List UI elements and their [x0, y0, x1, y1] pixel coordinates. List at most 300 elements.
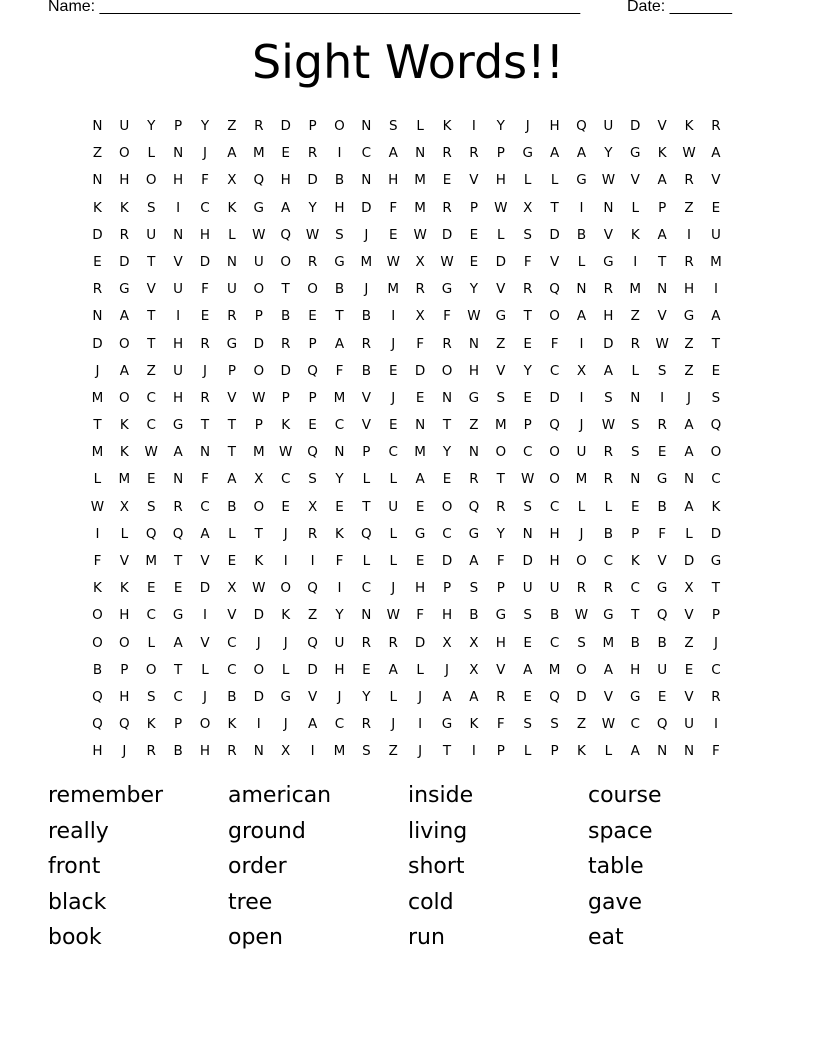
grid-letter[interactable]: R: [576, 580, 587, 597]
grid-letter[interactable]: X: [469, 661, 479, 678]
grid-letter[interactable]: K: [227, 716, 237, 733]
grid-letter[interactable]: J: [95, 362, 100, 379]
grid-letter[interactable]: T: [362, 498, 371, 515]
grid-letter[interactable]: V: [227, 607, 237, 624]
grid-letter[interactable]: G: [441, 281, 453, 298]
grid-letter[interactable]: R: [711, 688, 721, 705]
grid-letter[interactable]: A: [173, 444, 183, 461]
grid-letter[interactable]: P: [174, 716, 183, 733]
grid-letter[interactable]: R: [119, 226, 130, 243]
grid-letter[interactable]: D: [119, 253, 130, 270]
grid-letter[interactable]: O: [92, 634, 103, 651]
grid-letter[interactable]: E: [388, 362, 398, 379]
grid-letter[interactable]: S: [550, 716, 559, 733]
grid-letter[interactable]: D: [414, 634, 426, 651]
grid-letter[interactable]: C: [711, 471, 721, 488]
grid-letter[interactable]: I: [471, 118, 476, 134]
grid-letter[interactable]: Y: [442, 444, 452, 461]
grid-letter[interactable]: G: [468, 525, 480, 542]
grid-letter[interactable]: A: [173, 634, 183, 651]
grid-letter[interactable]: U: [522, 580, 533, 597]
grid-letter[interactable]: O: [576, 553, 587, 569]
grid-letter[interactable]: K: [630, 553, 640, 569]
grid-letter[interactable]: N: [468, 444, 479, 461]
grid-letter[interactable]: O: [92, 607, 103, 624]
grid-letter[interactable]: R: [603, 471, 614, 488]
grid-letter[interactable]: M: [91, 389, 104, 406]
grid-letter[interactable]: J: [418, 743, 423, 760]
grid-letter[interactable]: Q: [145, 525, 157, 542]
grid-letter[interactable]: B: [334, 172, 345, 189]
grid-letter[interactable]: S: [523, 498, 532, 515]
grid-letter[interactable]: I: [176, 199, 181, 216]
grid-letter[interactable]: U: [334, 634, 345, 651]
grid-letter[interactable]: J: [579, 417, 584, 434]
grid-letter[interactable]: I: [283, 553, 288, 569]
grid-letter[interactable]: A: [711, 145, 721, 162]
grid-letter[interactable]: Y: [496, 525, 505, 542]
grid-letter[interactable]: D: [603, 335, 614, 352]
grid-letter[interactable]: J: [579, 525, 584, 542]
grid-letter[interactable]: T: [227, 444, 237, 461]
grid-letter[interactable]: B: [361, 308, 371, 325]
grid-letter[interactable]: J: [391, 335, 396, 352]
grid-letter[interactable]: T: [711, 580, 721, 597]
grid-letter[interactable]: S: [335, 226, 344, 243]
grid-letter[interactable]: I: [579, 389, 584, 406]
grid-letter[interactable]: W: [682, 145, 696, 162]
grid-letter[interactable]: W: [601, 417, 616, 434]
grid-letter[interactable]: E: [469, 253, 479, 270]
grid-letter[interactable]: D: [441, 226, 453, 243]
grid-letter[interactable]: V: [173, 253, 183, 270]
grid-letter[interactable]: D: [495, 253, 506, 270]
grid-letter[interactable]: B: [657, 634, 667, 651]
grid-letter[interactable]: J: [391, 716, 396, 733]
grid-letter[interactable]: I: [176, 308, 181, 325]
grid-letter[interactable]: K: [93, 199, 102, 216]
grid-letter[interactable]: A: [227, 471, 237, 488]
grid-letter[interactable]: N: [603, 199, 614, 216]
grid-letter[interactable]: P: [120, 661, 129, 678]
grid-letter[interactable]: R: [657, 417, 667, 434]
grid-letter[interactable]: K: [630, 226, 640, 243]
grid-letter[interactable]: E: [308, 417, 317, 434]
grid-letter[interactable]: N: [92, 308, 103, 325]
grid-letter[interactable]: J: [391, 389, 396, 406]
grid-letter[interactable]: T: [93, 417, 102, 434]
grid-letter[interactable]: C: [173, 688, 183, 705]
grid-letter[interactable]: H: [334, 661, 345, 678]
grid-letter[interactable]: R: [254, 118, 264, 134]
grid-letter[interactable]: L: [362, 471, 371, 488]
grid-letter[interactable]: Q: [253, 172, 265, 189]
grid-letter[interactable]: W: [386, 253, 400, 270]
grid-letter[interactable]: U: [657, 661, 668, 678]
grid-letter[interactable]: S: [657, 362, 667, 379]
grid-letter[interactable]: T: [335, 308, 344, 325]
grid-letter[interactable]: Y: [496, 118, 505, 134]
grid-letter[interactable]: Q: [656, 716, 668, 733]
grid-letter[interactable]: P: [469, 199, 478, 216]
grid-letter[interactable]: S: [146, 498, 156, 515]
grid-letter[interactable]: X: [227, 172, 237, 189]
grid-letter[interactable]: B: [281, 308, 291, 325]
grid-letter[interactable]: Z: [146, 362, 156, 379]
grid-letter[interactable]: P: [442, 580, 452, 597]
grid-letter[interactable]: T: [147, 335, 156, 352]
grid-letter[interactable]: R: [146, 743, 156, 760]
grid-letter[interactable]: B: [630, 634, 640, 651]
grid-letter[interactable]: J: [525, 118, 530, 134]
grid-letter[interactable]: T: [496, 471, 505, 488]
grid-letter[interactable]: J: [283, 634, 288, 651]
grid-letter[interactable]: D: [307, 661, 318, 678]
grid-letter[interactable]: W: [413, 226, 427, 243]
grid-letter[interactable]: W: [494, 199, 508, 216]
grid-letter[interactable]: L: [631, 199, 640, 216]
grid-letter[interactable]: C: [388, 444, 398, 461]
grid-letter[interactable]: E: [362, 661, 371, 678]
grid-letter[interactable]: L: [389, 525, 397, 542]
grid-letter[interactable]: I: [471, 743, 476, 760]
grid-letter[interactable]: E: [442, 172, 452, 189]
grid-letter[interactable]: C: [630, 580, 640, 597]
grid-letter[interactable]: P: [308, 335, 317, 352]
grid-letter[interactable]: T: [442, 417, 452, 434]
grid-letter[interactable]: R: [307, 145, 318, 162]
grid-letter[interactable]: N: [468, 335, 479, 352]
grid-letter[interactable]: O: [441, 498, 453, 515]
grid-letter[interactable]: R: [684, 172, 694, 189]
grid-letter[interactable]: B: [227, 688, 237, 705]
grid-letter[interactable]: U: [388, 498, 399, 515]
grid-letter[interactable]: O: [145, 172, 157, 189]
grid-letter[interactable]: J: [256, 634, 261, 651]
grid-letter[interactable]: C: [549, 362, 560, 379]
grid-letter[interactable]: E: [415, 498, 425, 515]
grid-letter[interactable]: J: [713, 634, 718, 651]
grid-letter[interactable]: M: [387, 281, 400, 298]
grid-letter[interactable]: N: [683, 471, 695, 488]
grid-letter[interactable]: G: [172, 607, 184, 624]
grid-letter[interactable]: Q: [549, 417, 560, 434]
grid-letter[interactable]: N: [361, 607, 372, 624]
grid-letter[interactable]: J: [687, 389, 692, 406]
grid-letter[interactable]: V: [657, 118, 667, 134]
grid-letter[interactable]: A: [711, 308, 721, 325]
grid-letter[interactable]: S: [711, 389, 721, 406]
grid-letter[interactable]: V: [361, 417, 371, 434]
grid-letter[interactable]: O: [495, 444, 507, 461]
grid-letter[interactable]: R: [469, 145, 479, 162]
grid-letter[interactable]: P: [254, 417, 263, 434]
grid-letter[interactable]: A: [684, 444, 694, 461]
grid-letter[interactable]: V: [657, 553, 667, 569]
grid-letter[interactable]: F: [335, 362, 344, 379]
grid-letter[interactable]: T: [227, 417, 237, 434]
grid-letter[interactable]: I: [337, 145, 342, 162]
grid-letter[interactable]: R: [469, 471, 479, 488]
grid-letter[interactable]: M: [333, 743, 346, 760]
grid-letter[interactable]: O: [549, 471, 560, 488]
grid-letter[interactable]: H: [630, 661, 641, 678]
grid-letter[interactable]: A: [630, 743, 640, 760]
grid-letter[interactable]: A: [657, 172, 667, 189]
grid-letter[interactable]: R: [442, 199, 452, 216]
grid-letter[interactable]: V: [684, 688, 694, 705]
grid-letter[interactable]: M: [414, 444, 426, 461]
grid-letter[interactable]: K: [684, 118, 694, 134]
grid-letter[interactable]: G: [710, 553, 722, 569]
grid-letter[interactable]: I: [95, 525, 100, 542]
grid-letter[interactable]: V: [200, 553, 210, 569]
grid-letter[interactable]: I: [310, 743, 315, 760]
grid-letter[interactable]: U: [173, 362, 184, 379]
grid-letter[interactable]: H: [199, 226, 211, 243]
grid-letter[interactable]: T: [550, 199, 559, 216]
grid-letter[interactable]: K: [119, 199, 129, 216]
grid-letter[interactable]: P: [308, 118, 317, 134]
grid-letter[interactable]: E: [146, 580, 156, 597]
grid-letter[interactable]: U: [173, 281, 184, 298]
grid-letter[interactable]: E: [523, 389, 532, 406]
grid-letter[interactable]: I: [391, 308, 396, 325]
grid-letter[interactable]: D: [199, 580, 211, 597]
grid-letter[interactable]: A: [684, 417, 694, 434]
grid-letter[interactable]: S: [630, 417, 640, 434]
grid-letter[interactable]: R: [200, 389, 210, 406]
grid-letter[interactable]: V: [630, 172, 640, 189]
grid-letter[interactable]: O: [710, 444, 722, 461]
grid-letter[interactable]: L: [604, 743, 613, 760]
grid-letter[interactable]: P: [254, 308, 263, 325]
grid-letter[interactable]: D: [253, 688, 264, 705]
grid-letter[interactable]: D: [92, 226, 103, 243]
grid-letter[interactable]: L: [228, 226, 236, 243]
grid-letter[interactable]: F: [201, 281, 209, 298]
grid-letter[interactable]: F: [712, 743, 720, 760]
grid-letter[interactable]: Y: [147, 118, 156, 134]
grid-letter[interactable]: J: [391, 580, 396, 597]
grid-letter[interactable]: V: [469, 172, 479, 189]
grid-letter[interactable]: L: [577, 253, 586, 270]
grid-letter[interactable]: F: [550, 335, 559, 352]
grid-letter[interactable]: O: [576, 661, 587, 678]
grid-letter[interactable]: N: [253, 743, 264, 760]
grid-letter[interactable]: G: [334, 253, 345, 270]
grid-letter[interactable]: T: [631, 607, 640, 624]
grid-letter[interactable]: P: [711, 607, 720, 624]
grid-letter[interactable]: W: [90, 498, 105, 515]
grid-letter[interactable]: A: [200, 525, 210, 542]
grid-letter[interactable]: Z: [576, 716, 587, 733]
grid-letter[interactable]: R: [280, 335, 291, 352]
grid-letter[interactable]: E: [415, 389, 425, 406]
grid-letter[interactable]: L: [228, 525, 236, 542]
grid-letter[interactable]: O: [119, 389, 130, 406]
grid-letter[interactable]: Q: [468, 498, 480, 515]
grid-letter[interactable]: T: [442, 743, 452, 760]
grid-letter[interactable]: C: [603, 553, 614, 569]
grid-letter[interactable]: V: [227, 389, 237, 406]
grid-letter[interactable]: A: [334, 335, 345, 352]
grid-letter[interactable]: J: [364, 281, 369, 298]
grid-letter[interactable]: N: [173, 471, 184, 488]
grid-letter[interactable]: R: [603, 281, 614, 298]
grid-letter[interactable]: N: [522, 525, 533, 542]
grid-letter[interactable]: K: [119, 580, 129, 597]
grid-letter[interactable]: K: [93, 580, 102, 597]
grid-letter[interactable]: E: [415, 553, 425, 569]
grid-letter[interactable]: P: [496, 580, 505, 597]
grid-letter[interactable]: M: [252, 444, 265, 461]
grid-letter[interactable]: P: [631, 525, 640, 542]
grid-letter[interactable]: B: [173, 743, 183, 760]
grid-letter[interactable]: W: [386, 607, 400, 624]
grid-letter[interactable]: A: [388, 661, 398, 678]
grid-letter[interactable]: X: [415, 308, 425, 325]
grid-letter[interactable]: Q: [280, 226, 291, 243]
grid-letter[interactable]: W: [144, 444, 158, 461]
grid-letter[interactable]: A: [549, 145, 560, 162]
grid-letter[interactable]: J: [283, 716, 288, 733]
grid-letter[interactable]: T: [281, 281, 290, 298]
grid-letter[interactable]: Y: [200, 118, 210, 134]
grid-letter[interactable]: S: [146, 688, 156, 705]
grid-letter[interactable]: H: [119, 688, 130, 705]
grid-letter[interactable]: R: [442, 335, 452, 352]
grid-letter[interactable]: S: [469, 580, 479, 597]
grid-letter[interactable]: G: [226, 335, 238, 352]
grid-letter[interactable]: S: [630, 444, 640, 461]
grid-letter[interactable]: B: [657, 498, 667, 515]
grid-letter[interactable]: C: [280, 471, 291, 488]
grid-letter[interactable]: F: [201, 471, 209, 488]
grid-letter[interactable]: E: [146, 471, 156, 488]
grid-letter[interactable]: A: [281, 199, 291, 216]
grid-letter[interactable]: Q: [307, 444, 318, 461]
grid-letter[interactable]: W: [279, 444, 293, 461]
grid-letter[interactable]: F: [443, 308, 451, 325]
grid-letter[interactable]: R: [361, 335, 372, 352]
grid-letter[interactable]: X: [227, 580, 237, 597]
grid-letter[interactable]: N: [657, 743, 668, 760]
grid-letter[interactable]: Z: [92, 145, 103, 162]
grid-letter[interactable]: D: [92, 335, 103, 352]
grid-letter[interactable]: T: [523, 308, 532, 325]
grid-letter[interactable]: Z: [684, 362, 694, 379]
grid-letter[interactable]: A: [415, 471, 425, 488]
grid-letter[interactable]: P: [496, 145, 505, 162]
grid-letter[interactable]: E: [173, 580, 183, 597]
grid-letter[interactable]: T: [254, 525, 263, 542]
grid-letter[interactable]: T: [147, 308, 156, 325]
grid-letter[interactable]: C: [361, 580, 372, 597]
grid-letter[interactable]: I: [660, 389, 665, 406]
grid-letter[interactable]: C: [200, 498, 210, 515]
grid-letter[interactable]: H: [468, 362, 479, 379]
grid-letter[interactable]: W: [655, 335, 669, 352]
grid-letter[interactable]: H: [549, 553, 560, 569]
grid-letter[interactable]: H: [549, 118, 560, 134]
grid-letter[interactable]: C: [630, 716, 640, 733]
grid-letter[interactable]: S: [388, 118, 398, 134]
grid-letter[interactable]: Q: [549, 688, 560, 705]
grid-letter[interactable]: O: [119, 634, 130, 651]
grid-letter[interactable]: X: [119, 498, 129, 515]
grid-letter[interactable]: N: [415, 145, 426, 162]
grid-letter[interactable]: E: [711, 199, 721, 216]
grid-letter[interactable]: H: [173, 389, 184, 406]
grid-letter[interactable]: N: [630, 471, 641, 488]
grid-letter[interactable]: H: [199, 743, 211, 760]
grid-letter[interactable]: Q: [172, 525, 184, 542]
grid-letter[interactable]: D: [576, 688, 587, 705]
grid-letter[interactable]: L: [685, 525, 693, 542]
grid-letter[interactable]: E: [684, 661, 694, 678]
grid-letter[interactable]: M: [118, 471, 131, 488]
grid-letter[interactable]: G: [495, 308, 507, 325]
grid-letter[interactable]: W: [252, 226, 266, 243]
grid-letter[interactable]: G: [280, 688, 291, 705]
grid-letter[interactable]: F: [496, 553, 505, 569]
grid-letter[interactable]: P: [658, 199, 667, 216]
grid-letter[interactable]: N: [441, 389, 453, 406]
grid-letter[interactable]: Y: [362, 688, 371, 705]
grid-letter[interactable]: N: [657, 281, 668, 298]
grid-letter[interactable]: L: [523, 172, 532, 189]
grid-letter[interactable]: G: [630, 688, 641, 705]
grid-letter[interactable]: J: [203, 145, 207, 162]
grid-letter[interactable]: C: [442, 525, 452, 542]
grid-letter[interactable]: E: [442, 471, 452, 488]
grid-letter[interactable]: Q: [361, 525, 372, 542]
grid-letter[interactable]: C: [227, 634, 237, 651]
grid-letter[interactable]: D: [522, 553, 533, 569]
grid-letter[interactable]: R: [415, 281, 425, 298]
grid-letter[interactable]: I: [256, 716, 261, 733]
grid-letter[interactable]: L: [577, 498, 586, 515]
grid-letter[interactable]: D: [683, 553, 695, 569]
grid-letter[interactable]: W: [252, 580, 266, 597]
grid-letter[interactable]: S: [362, 743, 371, 760]
grid-letter[interactable]: O: [280, 253, 291, 270]
grid-letter[interactable]: A: [523, 661, 533, 678]
grid-letter[interactable]: B: [361, 362, 371, 379]
grid-letter[interactable]: N: [415, 417, 426, 434]
grid-letter[interactable]: H: [119, 607, 130, 624]
grid-letter[interactable]: Q: [307, 580, 318, 597]
grid-letter[interactable]: W: [440, 253, 454, 270]
grid-letter[interactable]: M: [360, 253, 373, 270]
grid-letter[interactable]: E: [523, 688, 532, 705]
grid-letter[interactable]: G: [414, 525, 426, 542]
grid-letter[interactable]: E: [388, 226, 398, 243]
grid-letter[interactable]: M: [145, 553, 158, 569]
grid-letter[interactable]: D: [710, 525, 722, 542]
grid-letter[interactable]: C: [522, 444, 533, 461]
grid-letter[interactable]: O: [253, 362, 265, 379]
grid-letter[interactable]: M: [602, 634, 615, 651]
grid-letter[interactable]: V: [603, 688, 613, 705]
grid-letter[interactable]: L: [416, 118, 424, 134]
grid-letter[interactable]: Z: [630, 308, 640, 325]
grid-letter[interactable]: O: [307, 281, 318, 298]
grid-letter[interactable]: L: [147, 145, 155, 162]
grid-letter[interactable]: E: [227, 553, 237, 569]
grid-letter[interactable]: X: [307, 498, 318, 515]
